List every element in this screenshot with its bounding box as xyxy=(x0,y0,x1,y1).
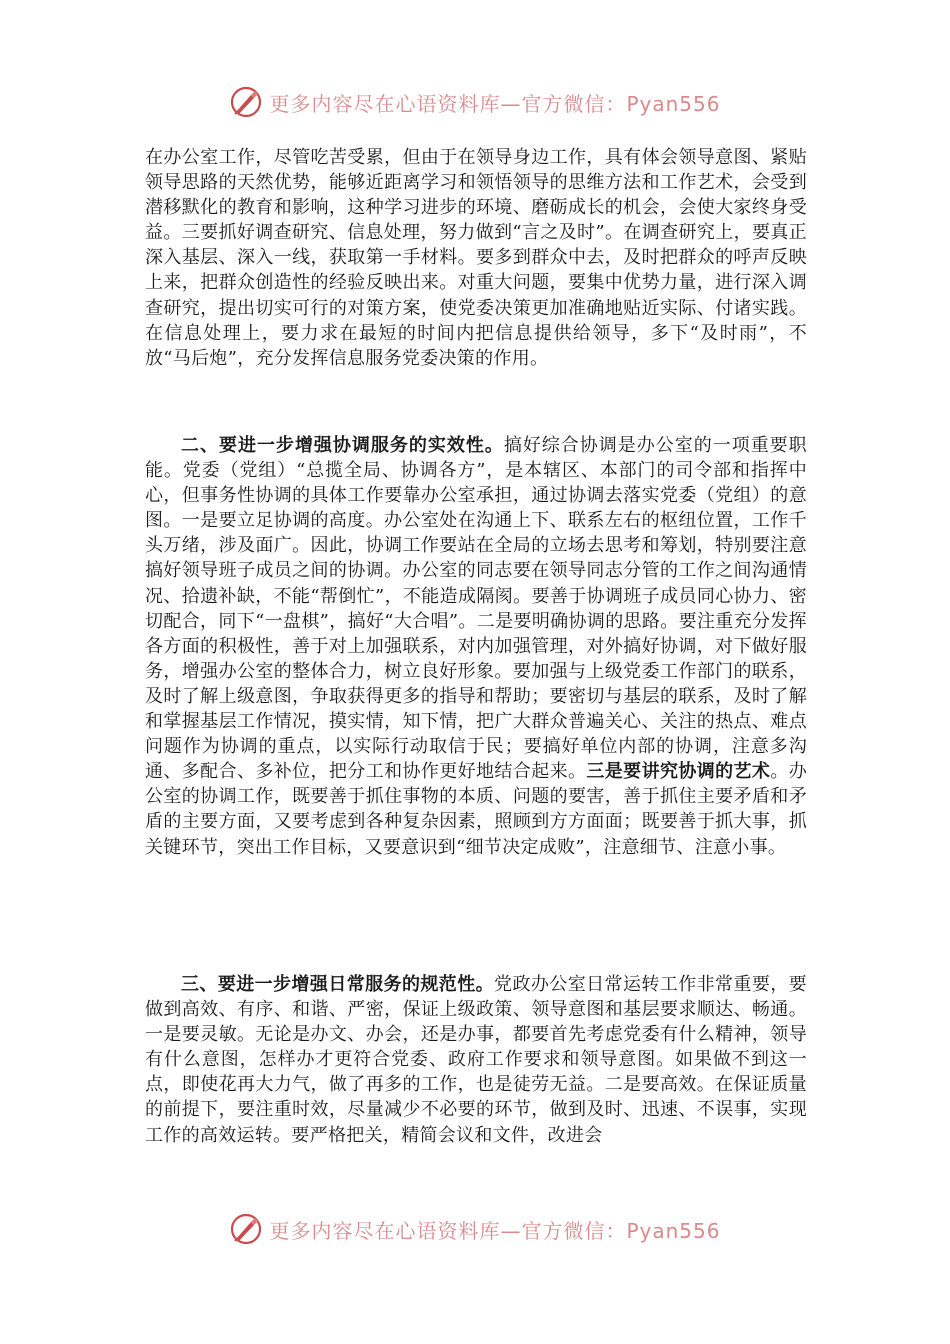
banner-text: 更多内容尽在心语资料库—官方微信：Pyan556 xyxy=(269,1218,721,1243)
section-3-heading: 三、要进一步增强日常服务的规范性。 xyxy=(181,974,495,995)
paragraph-3 xyxy=(145,972,807,1173)
banner-text: 更多内容尽在心语资料库—官方微信：Pyan556 xyxy=(269,91,721,116)
footer-banner xyxy=(0,1209,950,1249)
paragraph-2-emphasis: 三是要讲究协调的艺术 xyxy=(586,761,771,783)
pen-logo-icon xyxy=(229,1212,263,1246)
section-2-heading: 二、要进一步增强协调服务的实效性。 xyxy=(181,435,504,456)
paragraph-3-text: 党政办公室日常运转工作非常重要，要做到高效、有序、和谐、严密，保证上级政策、领导意图和基层要求顺达、畅通。一是要灵敏。无论是办文、办会，还是办事，都要首先考虑党委有什么精神，领导有什么意图，怎样办才更符合党委、政府工作要求和领导意图。如果做不到这一点，即使花再大力气，做了再多的工作，也是徒劳无益。二是要高效。在保证质量的前提下，要注重时效，尽量减少不必要的环节，做到及时、迅速、不误事，实现工作的高效运转。要严格把关，精简会议和文件，改进会 xyxy=(145,974,807,1146)
paragraph-2 xyxy=(145,433,807,960)
paragraph-1-text: 在办公室工作，尽管吃苦受累，但由于在领导身边工作，具有体会领导意图、紧贴领导思路的天然优势，能够近距离学习和领悟领导的思维方法和工作艺术，会受到潜移默化的教育和影响，这种学习进步的环境、磨砺成长的机会，会使大家终身受益。三要抓好调查研究、信息处理，努力做到“言之及时”。在调查研究上，要真正深入基层、深入一线，获取第一手材料。要多到群众中去，及时把群众的呼声反映上来，把群众创造性的经验反映出来。对重大问题，要集中优势力量，进行深入调查研究，提出切实可行的对策方案，使党委决策更加准确地贴近实际、付诸实践。在信息处理上，要力求在最短的时间内把信息提供给领导，多下“及时雨”，不放“马后炮”，充分发挥信息服务党委决策的作用。 xyxy=(145,147,807,369)
document-body xyxy=(145,145,807,1173)
paragraph-2-text-a: 搞好综合协调是办公室的一项重要职能。党委（党组）“总揽全局、协调各方”，是本辖区、本部门的司令部和指挥中心，但事务性协调的具体工作要靠办公室承担，通过协调去落实党委（党组）的意图。一是要立足协调的高度。办公室处在沟通上下、联系左右的枢纽位置，工作千头万绪，涉及面广。因此，协调工作要站在全局的立场去思考和筹划，特别要注意搞好领导班子成员之间的协调。办公室的同志要在领导同志分管的工作之间沟通情况、拾遗补缺，不能“帮倒忙”，不能造成隔阂。要善于协调班子成员同心协力、密切配合，同下“一盘棋”，搞好“大合唱”。二是要明确协调的思路。要注重充分发挥各方面的积极性，善于对上加强联系，对内加强管理，对外搞好协调，对下做好服务，增强办公室的整体合力，树立良好形象。要加强与上级党委工作部门的联系，及时了解上级意图，争取获得更多的指导和帮助；要密切与基层的联系，及时了解和掌握基层工作情况，摸实情，知下情，把广大群众普遍关心、关注的热点、难点问题作为协调的重点，以实际行动取信于民；要搞好单位内部的协调，注意多沟通、多配合、多补位，把分工和协作更好地结合起来。 xyxy=(145,435,807,783)
header-banner xyxy=(0,82,950,122)
paragraph-1 xyxy=(145,145,807,421)
pen-logo-icon xyxy=(229,85,263,119)
paragraph-2-text-b: 。办公室的协调工作，既要善于抓住事物的本质、问题的要害，善于抓住主要矛盾和矛盾的主要方面，又要考虑到各种复杂因素，照顾到方方面面；既要善于抓大事，抓关键环节，突出工作目标，又要意识到“细节决定成败”，注意细节、注意小事。 xyxy=(145,761,807,858)
